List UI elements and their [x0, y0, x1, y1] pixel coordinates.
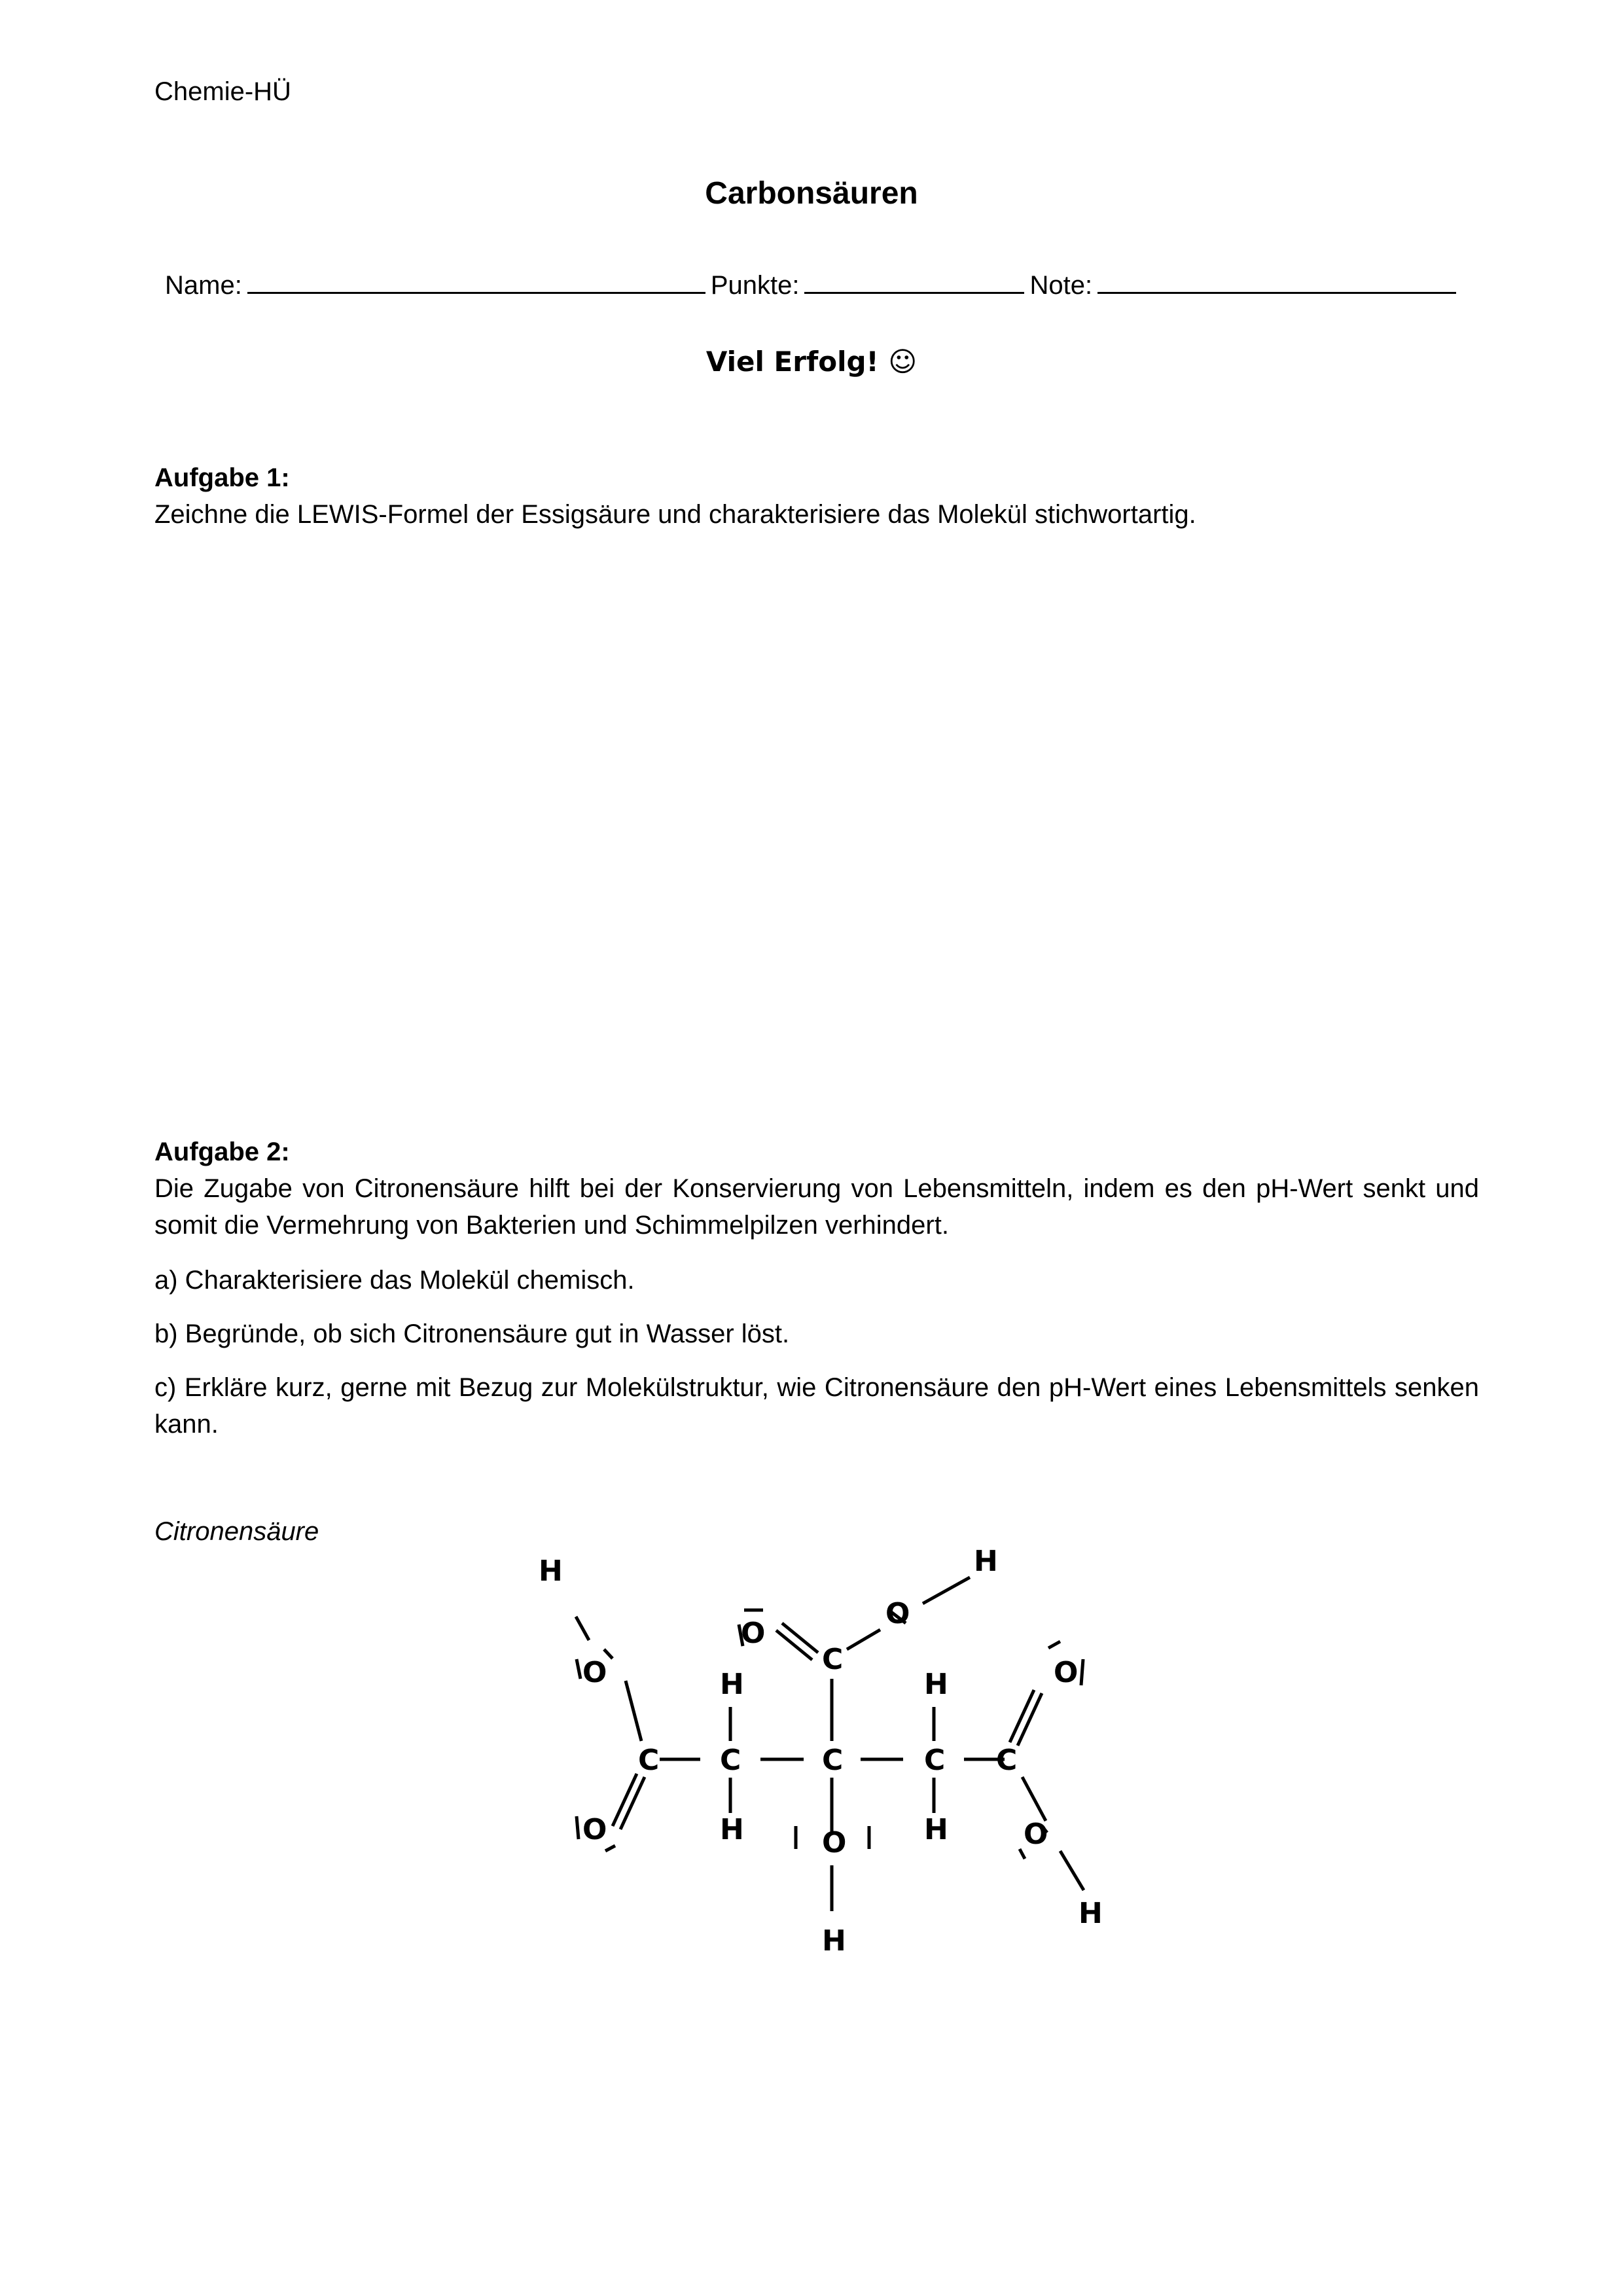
atom-o: O — [885, 1597, 910, 1630]
atom-c: C — [638, 1744, 660, 1777]
atom-o: O — [582, 1656, 607, 1689]
points-label: Punkte: — [710, 271, 800, 300]
atom-o: O — [741, 1617, 766, 1650]
grade-field[interactable] — [1097, 270, 1456, 294]
task2-text — [154, 1170, 1479, 1443]
atom-h: H — [720, 1813, 744, 1846]
student-info-row — [165, 270, 1461, 300]
task2-part-b: b) Begründe, ob sich Citronensäure gut in Wasser löst. — [154, 1319, 790, 1348]
atom-h: H — [822, 1924, 846, 1958]
atom-h: H — [974, 1545, 998, 1578]
atom-c: C — [822, 1643, 844, 1676]
citric-acid-structure — [510, 1518, 1198, 1990]
task1-title: Aufgabe 1: — [154, 463, 290, 492]
atom-h: H — [1079, 1897, 1103, 1930]
atom-c: C — [996, 1744, 1018, 1777]
header-label: Chemie-HÜ — [154, 77, 291, 106]
atom-c: C — [822, 1744, 844, 1777]
atom-o: O — [1024, 1818, 1048, 1851]
atom-c: C — [924, 1744, 946, 1777]
name-label: Name: — [165, 271, 242, 300]
name-field[interactable] — [247, 270, 705, 294]
atom-h: H — [924, 1813, 948, 1846]
atom-c: C — [720, 1744, 741, 1777]
atom-o: O — [1054, 1656, 1079, 1689]
task2-part-c: c) Erkläre kurz, gerne mit Bezug zur Molekülstruktur, wie Citronensäure den pH-Wert eines Lebensmittels senken kann. — [154, 1373, 1479, 1439]
task1-instruction: Zeichne die LEWIS-Formel der Essigsäure und charakterisiere das Molekül stichwortartig. — [154, 500, 1196, 529]
atom-h: H — [539, 1554, 563, 1588]
atom-o: O — [822, 1826, 847, 1859]
atom-h: H — [924, 1668, 948, 1701]
good-luck-text: Viel Erfolg! ☺ — [705, 346, 918, 378]
task2-part-a: a) Charakterisiere das Molekül chemisch. — [154, 1266, 635, 1295]
figure-caption: Citronensäure — [154, 1517, 319, 1546]
grade-label: Note: — [1029, 271, 1093, 300]
page-title: Carbonsäuren — [705, 176, 918, 211]
atom-o: O — [582, 1813, 607, 1846]
task2-title: Aufgabe 2: — [154, 1138, 290, 1166]
task2-intro: Die Zugabe von Citronensäure hilft bei der Konservierung von Lebensmitteln, indem es den pH-Wert senkt und somit die Vermehrung von Bakterien und Schimmelpilzen verhindert. — [154, 1174, 1479, 1240]
atom-h: H — [720, 1668, 744, 1701]
task1-text — [154, 496, 1479, 533]
points-field[interactable] — [804, 270, 1024, 294]
